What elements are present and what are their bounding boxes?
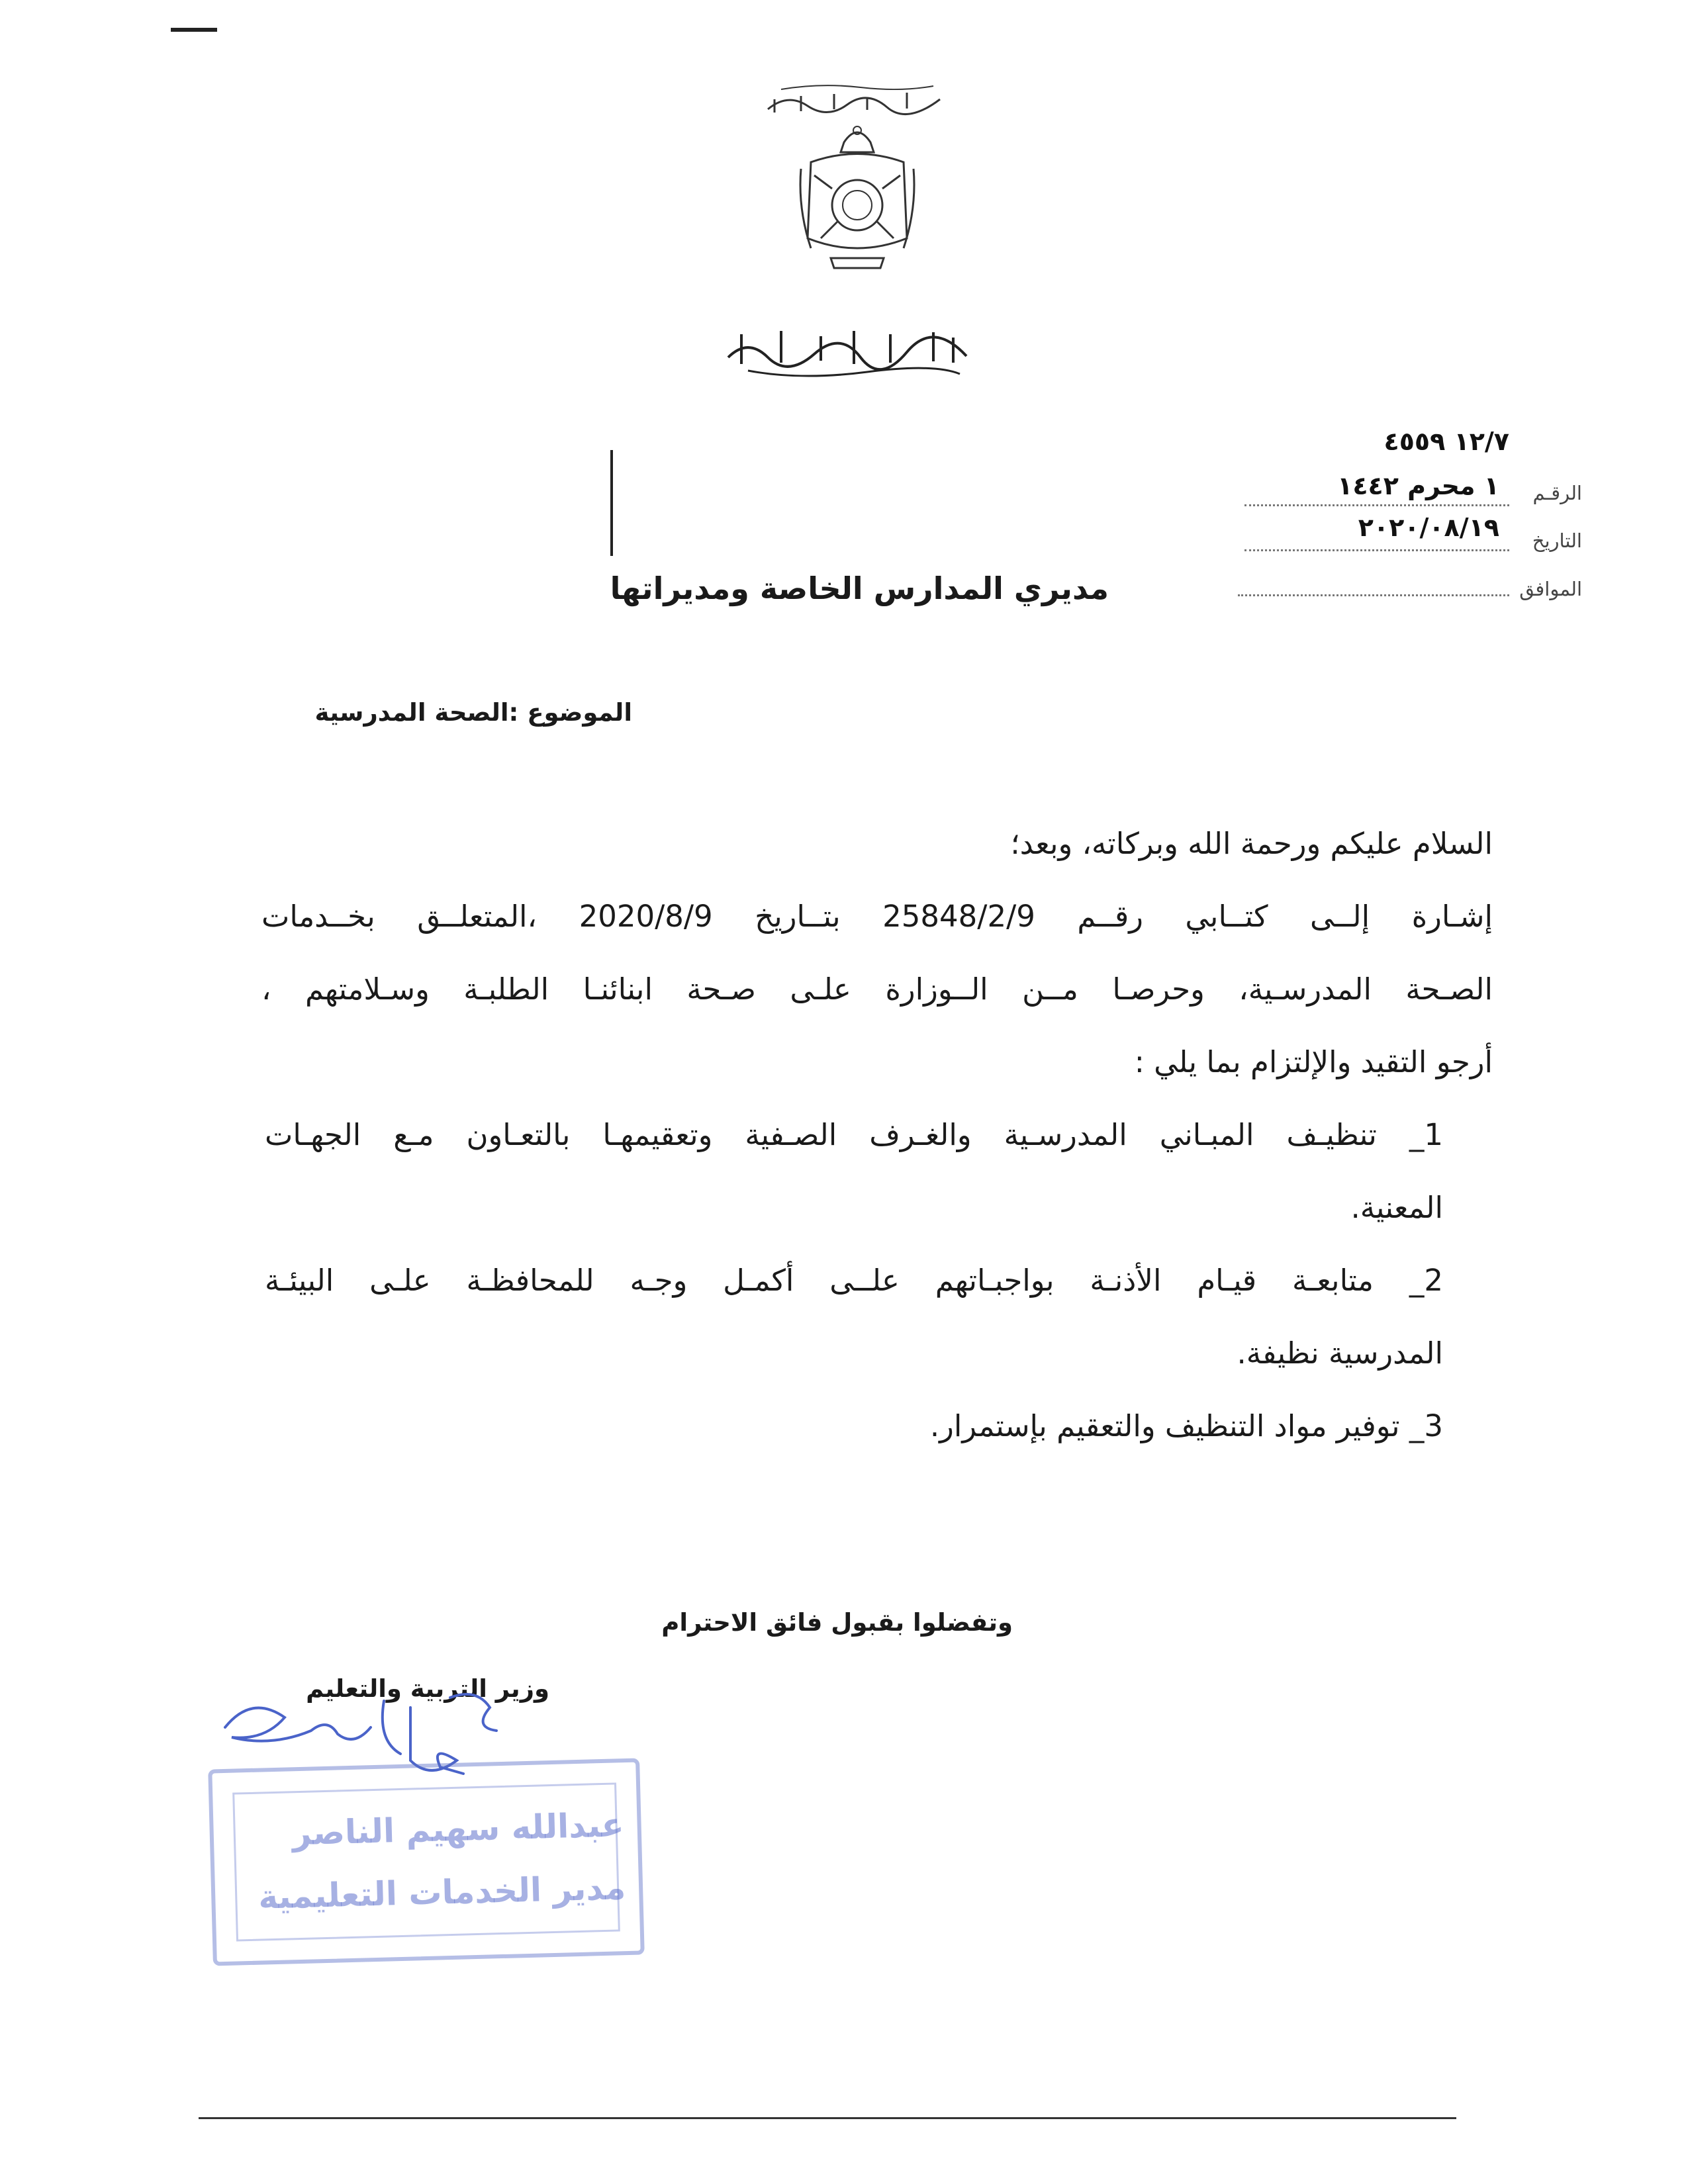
margin-mark — [610, 450, 613, 556]
stamp-line-2: مدير الخدمات التعليمية — [258, 1868, 626, 1917]
basmala-calligraphy — [761, 79, 947, 119]
stamp-line-1: عبدالله سهيم الناصر — [291, 1805, 625, 1853]
stamp-inner-border — [232, 1782, 620, 1941]
list-item-3: 3_ توفير مواد التنظيف والتعقيم بإستمرار. — [929, 1408, 1443, 1443]
margin-mark — [171, 28, 217, 32]
date-value: ٢٠٢٠/٠٨/١٩ — [1358, 513, 1499, 542]
list-item-2-line-1: 2_ متابعـة قيـام الأذنـة بواجبـاتهم علــى أكمـل وجـه للمحافظـة علـى البيئـة — [265, 1263, 1443, 1298]
ministry-calligraphy-logo — [722, 311, 973, 384]
number-label: الرقـم — [1532, 482, 1582, 504]
body-line-1: إشـارة إلــى كتــابي رقــم 25848/2/9 بتــاريخ 2020/8/9 ،المتعلــق بخــدمات — [261, 899, 1493, 934]
subject-line: الموضوع :الصحة المدرسية — [314, 698, 632, 727]
closing-phrase: وتفضلوا بقبول فائق الاحترام — [661, 1608, 1013, 1637]
corresponding-label: الموافق — [1519, 578, 1582, 600]
body-line-3: أرجو التقيد والإلتزام بما يلي : — [1134, 1044, 1493, 1079]
list-item-2-line-2: المدرسية نظيفة. — [1237, 1336, 1443, 1371]
recipient: مديري المدارس الخاصة ومديراتها — [610, 570, 1109, 606]
number-dots — [1244, 504, 1509, 506]
signer-title: وزير التربية والتعليم — [306, 1674, 549, 1703]
official-stamp — [208, 1758, 645, 1966]
number-value: ١ محرم ١٤٤٢ — [1337, 471, 1499, 500]
list-item-1-line-1: 1_ تنظيـف المبـاني المدرسـية والغـرف الصـفية وتعقيمهـا بالتعـاون مـع الجهـات — [265, 1117, 1443, 1152]
royal-crest-icon — [791, 122, 923, 275]
date-label: التاريخ — [1532, 529, 1582, 552]
date-dots — [1244, 549, 1509, 551]
greeting: السلام عليكم ورحمة الله وبركاته، وبعد؛ — [1010, 826, 1493, 861]
body-line-2: الصـحة المدرسـية، وحرصـا مــن الــوزارة علـى صـحة ابنائنـا الطلبـة وسـلامتهم ، — [261, 972, 1493, 1007]
corresponding-dots — [1238, 594, 1509, 596]
handwritten-reference-number: ١٢/٧ ٤٥٥٩ — [1383, 427, 1509, 456]
footer-rule — [199, 2117, 1456, 2119]
list-item-1-line-2: المعنية. — [1350, 1190, 1443, 1225]
